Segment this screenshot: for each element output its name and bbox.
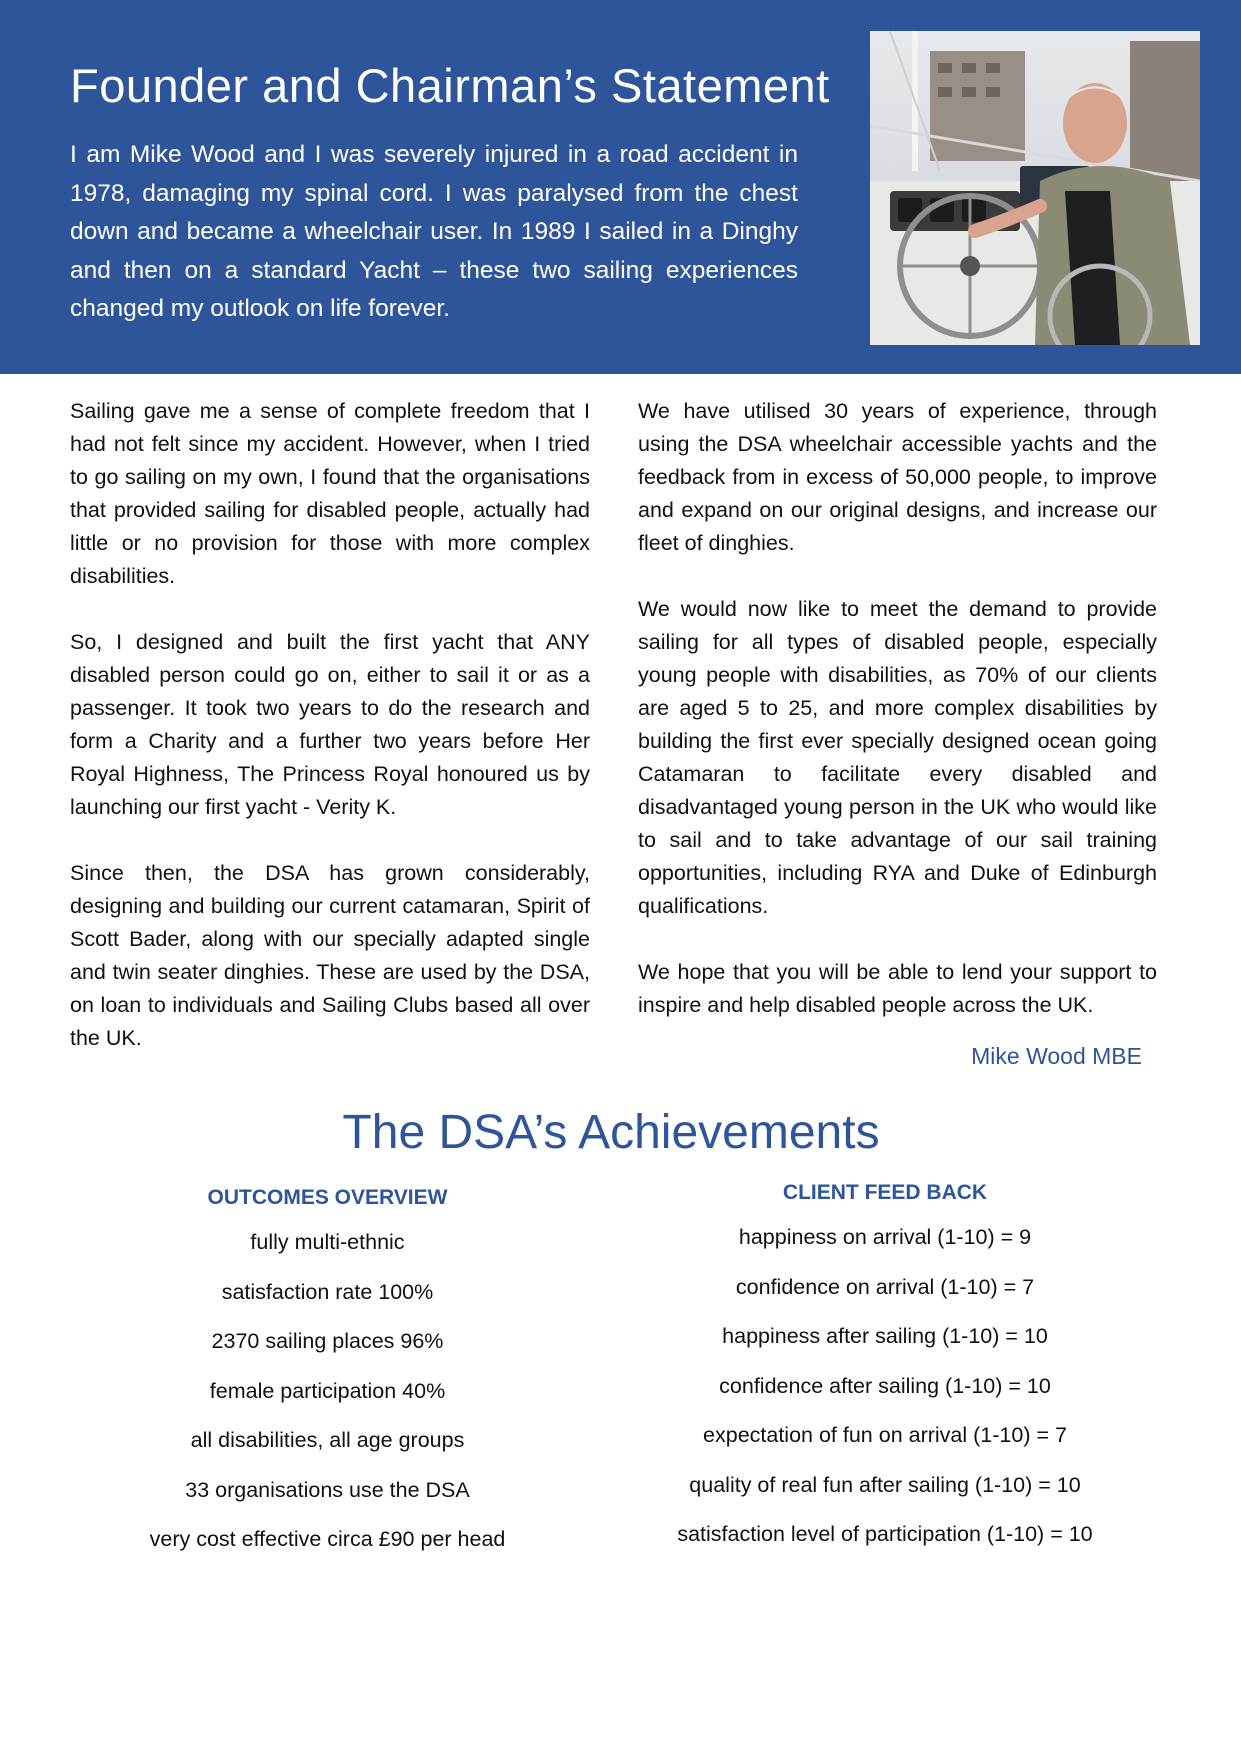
list-item: female participation 40% [209, 1378, 446, 1403]
list-item: 33 organisations use the DSA [185, 1477, 470, 1502]
right-column [638, 395, 1157, 1055]
outcomes-list [70, 1226, 585, 1573]
body-paragraph: We would now like to meet the demand to provide sailing for all types of disabled people, especially young people with disabilities, as 70% of our clients are aged 5 to 25, and more complex disabilities by building the first ever specially designed ocean going Catamaran to facilitate every disabled and disadvantaged young person in the UK who would like to sail and to take advantage of our sail training opportunities, including RYA and Duke of Edinburgh qualifications. [638, 597, 1157, 918]
body-paragraph: We have utilised 30 years of experience, through using the DSA wheelchair accessible yachts and the feedback from in excess of 50,000 people, to improve and expand on our original designs, and increase our fleet of dinghies. [638, 399, 1157, 555]
list-item: all disabilities, all age groups [190, 1428, 465, 1452]
achievements-title: The DSA’s Achievements [342, 1106, 880, 1159]
body-paragraph: We hope that you will be able to lend your support to inspire and help disabled people across the UK. [638, 960, 1157, 1017]
outcomes-overview [70, 1186, 585, 1573]
list-item: 2370 sailing places 96% [211, 1329, 444, 1353]
portrait-photo [870, 31, 1200, 345]
list-item: satisfaction rate 100% [221, 1279, 434, 1304]
outcomes-heading: OUTCOMES OVERVIEW [207, 1186, 448, 1209]
list-item: confidence after sailing (1-10) = 10 [719, 1373, 1051, 1398]
client-feedback [625, 1181, 1145, 1568]
body-paragraph: Since then, the DSA has grown considerably, designing and building our current catamaran, Spirit of Scott Bader, along with our specially adapted single and twin seater dinghies. These are used by the DSA, on loan to individuals and Sailing Clubs based all over the UK. [70, 861, 590, 1050]
list-item: happiness on arrival (1-10) = 9 [738, 1225, 1032, 1249]
left-column [70, 395, 590, 1088]
body-paragraph: Sailing gave me a sense of complete freedom that I had not felt since my accident. However, when I tried to go sailing on my own, I found that the organisations that provided sailing for disabled people, actually had little or no provision for those with more complex disabilities. [70, 399, 590, 588]
header-banner [0, 0, 1241, 374]
portrait-illustration [870, 31, 1200, 345]
list-item: very cost effective circa £90 per head [149, 1527, 506, 1551]
list-item: quality of real fun after sailing (1-10) = 10 [689, 1472, 1081, 1497]
list-item: happiness after sailing (1-10) = 10 [722, 1324, 1048, 1348]
feedback-list [625, 1221, 1145, 1568]
page-title: Founder and Chairman’s Statement [70, 59, 830, 112]
feedback-heading: CLIENT FEED BACK [782, 1181, 988, 1204]
body-paragraph: So, I designed and built the first yacht that ANY disabled person could go on, either to sail it or as a passenger. It took two years to do the research and form a Charity and a further two years before Her Royal Highness, The Princess Royal honoured us by launching our first yacht - Verity K. [70, 630, 590, 819]
list-item: fully multi-ethnic [250, 1230, 405, 1254]
list-item: confidence on arrival (1-10) = 7 [735, 1274, 1035, 1299]
list-item: satisfaction level of participation (1-10) = 10 [677, 1522, 1093, 1546]
intro-paragraph: I am Mike Wood and I was severely injured in a road accident in 1978, damaging my spinal cord. I was paralysed from the chest down and became a wheelchair user. In 1989 I sailed in a Dinghy and then on a standard Yacht – these two sailing experiences changed my outlook on life forever. [70, 141, 798, 322]
list-item: expectation of fun on arrival (1-10) = 7 [703, 1423, 1067, 1447]
signature: Mike Wood MBE [971, 1043, 1142, 1069]
